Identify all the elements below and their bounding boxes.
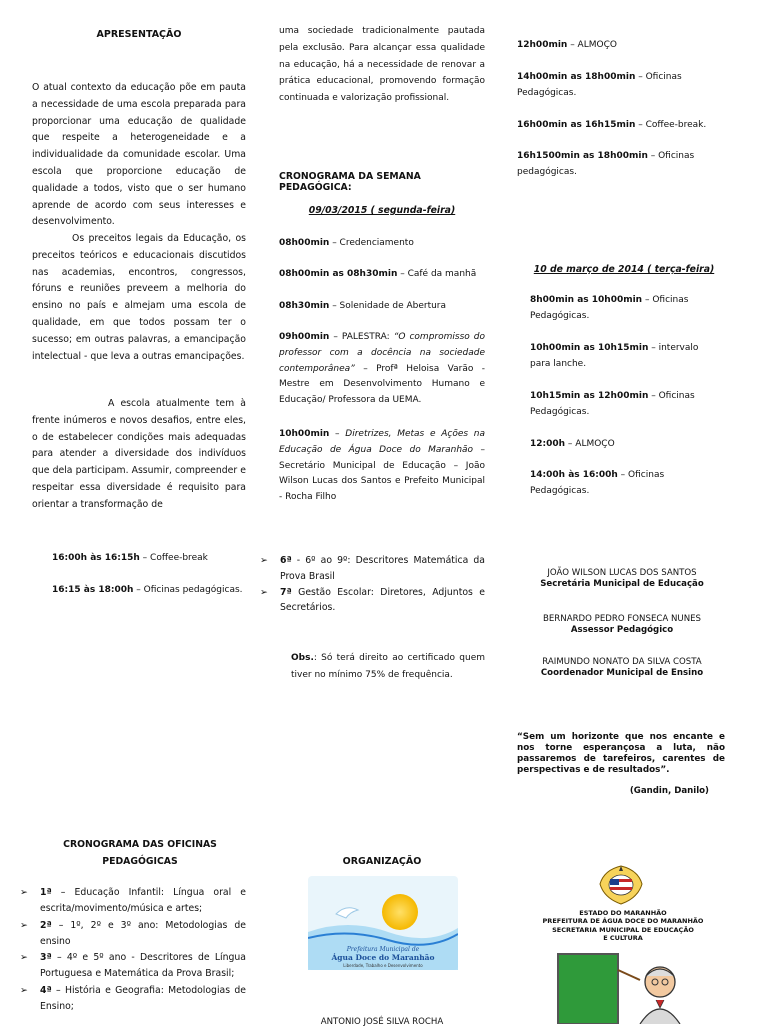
schedule-time: 16h1500min as 18h00min (517, 151, 648, 161)
obs-label: Obs. (291, 653, 314, 663)
schedule-time: 12h00min (517, 40, 568, 50)
oficina-number: 3ª (40, 952, 52, 964)
schedule-time: 10h00min (279, 429, 330, 439)
schedule-text: – PALESTRA: (329, 332, 394, 342)
schedule-time: 10h00min as 10h15min (530, 343, 649, 353)
logo-line-3: Liberdade, Trabalho e Desenvolvimento (343, 963, 423, 968)
schedule-text: – (329, 429, 346, 439)
schedule-text: – Oficinas Pedagógicas. (530, 391, 695, 417)
schedule-time: 10h15min as 12h00min (530, 391, 649, 401)
schedule-text: – Oficinas pedagógicas. (517, 151, 695, 177)
schedule-text: – Solenidade de Abertura (329, 301, 447, 311)
schedule-item-11 (530, 341, 720, 373)
oficina-number: 6ª (280, 555, 292, 566)
schedule-time: 8h00min as 10h00min (530, 295, 643, 305)
schedule-time: 16h00min as 16h15min (517, 120, 636, 130)
oficina-item (20, 950, 246, 983)
schedule-item-1 (279, 236, 485, 252)
oficina-item (20, 918, 246, 951)
schedule-item-6 (517, 38, 725, 54)
schedule-time: 16:00h às 16:15h (52, 553, 140, 563)
oficinas-list-continued (260, 553, 485, 616)
signature-name: BERNARDO PEDRO FONSECA NUNES (542, 614, 702, 624)
schedule-text: – Oficinas pedagógicas. (133, 585, 243, 595)
schedule-time: 12:00h (530, 439, 566, 449)
cronograma-oficinas-title: CRONOGRAMA DAS OFICINAS PEDAGÓGICAS (63, 839, 217, 867)
oficinas-list (20, 885, 246, 1015)
schedule-item-5 (279, 427, 485, 506)
oficina-text: - 6º ao 9º: Descritores Matemática da Prova Brasil (280, 555, 485, 582)
schedule-time: 14:00h às 16:00h (530, 470, 618, 480)
signature-name: RAIMUNDO NONATO DA SILVA COSTA (542, 657, 702, 667)
schedule-item-9 (517, 149, 725, 181)
oficina-item (20, 983, 246, 1016)
logo-line-1: Prefeitura Municipal de (346, 946, 420, 953)
oficina-text: Gestão Escolar: Diretores, Adjuntos e Secretários. (280, 586, 485, 614)
cronograma-semana-title: CRONOGRAMA DA SEMANA PEDAGÓGICA: (279, 171, 421, 193)
bullet-arrow-icon: ➢ (20, 952, 28, 964)
schedule-item-8 (517, 118, 725, 134)
schedule-item-16 (52, 585, 252, 595)
schedule-time: 16:15 às 18:00h (52, 585, 134, 595)
schedule-item-3 (279, 299, 485, 315)
schedule-text: – Secretário Municipal de Educação – João Wilson Lucas dos Santos e Prefeito Municipal - Rocha Filho (279, 444, 485, 503)
oficina-text: – 4º e 5º ano - Descritores de Língua Portuguesa e Matemática da Prova Brasil; (40, 952, 246, 980)
header-secretaria: SECRETARIA MUNICIPAL DE EDUCAÇÃO E CULTURA (552, 926, 694, 942)
signature-name: JOÃO WILSON LUCAS DOS SANTOS (547, 568, 697, 578)
schedule-time: 14h00min as 18h00min (517, 72, 636, 82)
schedule-text: – Credenciamento (329, 238, 414, 248)
obs-note (291, 650, 485, 683)
organizacao-title: ORGANIZAÇÃO (342, 856, 422, 867)
logo-line-2: Água Doce do Maranhão (331, 953, 435, 962)
schedule-time: 09h00min (279, 332, 330, 342)
state-coat-of-arms-icon (596, 862, 646, 906)
lecture-title: “O compromisso do professor com a docência na sociedade contemporânea” (279, 332, 486, 374)
quote-author: (Gandin, Danilo) (629, 786, 709, 796)
schedule-item-4 (279, 330, 485, 409)
bullet-arrow-icon: ➢ (260, 586, 268, 598)
header-prefeitura: PREFEITURA DE ÁGUA DOCE DO MARANHÃO (542, 917, 704, 925)
schedule-text: – Coffee-break. (635, 120, 707, 130)
schedule-time: 08h30min (279, 301, 330, 311)
schedule-item-2 (279, 267, 485, 283)
oficina-number: 7ª (280, 586, 292, 598)
schedule-item-13 (530, 437, 720, 453)
oficina-text: – História e Geografia: Metodologias de Ensino; (40, 984, 246, 1013)
bullet-arrow-icon: ➢ (20, 887, 28, 898)
oficina-text: – Educação Infantil: Língua oral e escrita/movimento/música e artes; (40, 887, 246, 915)
header-state: ESTADO DO MARANHÃO (579, 909, 667, 917)
signature-1 (522, 568, 722, 590)
apresentacao-paragraph-2: Os preceitos legais da Educação, os preceitos teóricos e educacionais discutidos nas academias, encontros, congressos, fóruns e reuniões preveem a melhoria do ensino no país e almejam uma escola de qualidade, em que todos possam ter o sucesso; em outras palavras, a emancipação intelectual - que leva a outras emancipações. (32, 233, 246, 362)
oficina-item (20, 885, 246, 918)
bullet-arrow-icon: ➢ (260, 555, 268, 566)
oficina-item (260, 553, 485, 585)
schedule-text: – Oficinas Pedagógicas. (530, 470, 665, 496)
lecture-title: Diretrizes, Metas e Ações na Educação de Água Doce do Maranhão (279, 429, 485, 455)
apresentacao-title: APRESENTAÇÃO (96, 29, 182, 40)
date-tuesday: 10 de março de 2014 ( terça-feira) (533, 264, 715, 275)
obs-text: : Só terá direito ao certificado quem tiver no mínimo 75% de frequência. (291, 653, 485, 680)
apresentacao-paragraph-1: O atual contexto da educação põe em pauta a necessidade de uma escola preparada para proporcionar uma educação de qualidade que respeite a heterogeneidade e a individualidade da comunidade escolar. Uma escola que proporcione educação de qualidade a todos, visto que o ser humano aprende de acordo com seus interesses e desenvolvimento. (32, 82, 246, 228)
continuation-paragraph: uma sociedade tradicionalmente pautada pela exclusão. Para alcançar essa qualidade na educação, há a necessidade de renovar a prática educacional, promovendo formação continuada e valorização profissional. (279, 26, 485, 104)
signature-role: Secretária Municipal de Educação (540, 579, 704, 589)
schedule-text: – intervalo para lanche. (530, 343, 699, 369)
teacher-illustration-icon (556, 952, 696, 1024)
apresentacao-paragraph-3: A escola atualmente tem à frente inúmeros e novos desafios, entre eles, o de estabelecer condições mais adequadas para atender a diversidade dos indivíduos que dela participam. Assumir, compreender e respeitar essa diversidade é requisito para orientar a transformação de (32, 398, 246, 510)
schedule-item-14 (530, 468, 720, 500)
schedule-item-7 (517, 70, 725, 102)
schedule-text: – Café da manhã (397, 269, 477, 279)
quote-text: “Sem um horizonte que nos encante e nos torne esperançosa a luta, não passaremos de tarefeiros, carentes de perspectivas e de resultados”. (517, 732, 725, 775)
schedule-time: 08h00min as 08h30min (279, 269, 398, 279)
signature-role: Coordenador Municipal de Ensino (540, 668, 704, 678)
oficina-number: 2ª (40, 919, 52, 931)
oficina-item (260, 585, 485, 617)
schedule-item-15 (52, 553, 252, 563)
bullet-arrow-icon: ➢ (20, 919, 28, 931)
date-monday: 09/03/2015 ( segunda-feira) (308, 205, 456, 216)
signature-2 (522, 614, 722, 636)
oficina-text: – 1º, 2º e 3º ano: Metodologias de ensino (40, 919, 246, 947)
schedule-item-12 (530, 389, 720, 421)
oficina-number: 1ª (40, 887, 52, 898)
schedule-text: – ALMOÇO (565, 439, 615, 449)
schedule-time: 08h00min (279, 238, 330, 248)
schedule-text: – ALMOÇO (567, 40, 617, 50)
oficina-number: 4ª (40, 984, 52, 996)
schedule-text: – Oficinas Pedagógicas. (530, 295, 689, 321)
signature-role: Assessor Pedagógico (570, 625, 674, 635)
organizer-name: ANTONIO JOSÉ SILVA ROCHA (320, 1017, 444, 1027)
municipal-logo-icon (308, 876, 458, 970)
schedule-item-10 (530, 293, 720, 325)
bullet-arrow-icon: ➢ (20, 984, 28, 996)
signature-3 (522, 657, 722, 679)
schedule-text: – Oficinas Pedagógicas. (517, 72, 682, 98)
schedule-text: – Coffee-break (139, 553, 208, 563)
schedule-text: – Profª Heloisa Varão - Mestre em Desenvolvimento Humano e Educação/ Professora da UEMA. (279, 363, 485, 406)
